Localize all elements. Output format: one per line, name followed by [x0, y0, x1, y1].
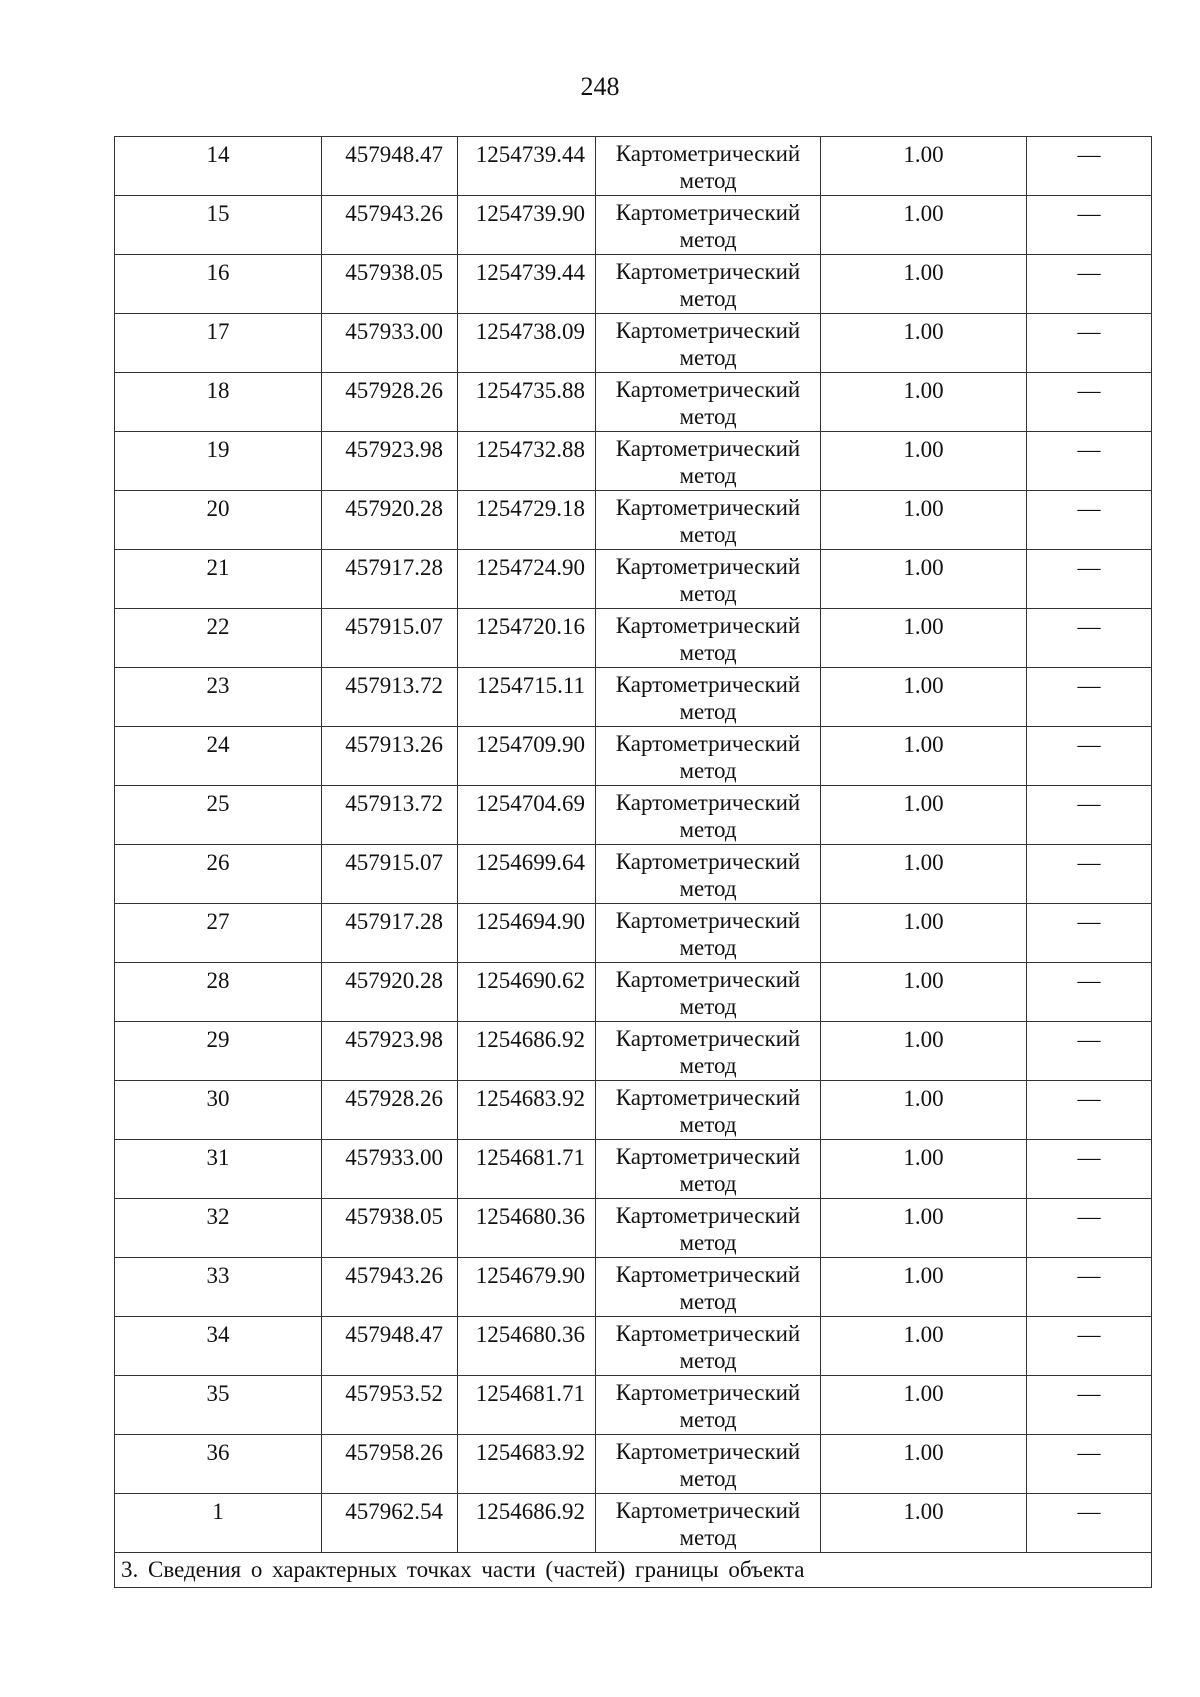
x-coordinate-cell: 457933.00 [322, 1140, 458, 1199]
table-row [115, 727, 1152, 786]
method-line-1: Картометрический [615, 259, 801, 284]
accuracy-cell: 1.00 [821, 609, 1027, 668]
point-number-cell: 14 [115, 137, 322, 196]
y-coordinate-cell: 1254686.92 [458, 1494, 596, 1553]
description-cell: — [1027, 609, 1152, 668]
section-heading: 3. Сведения о характерных точках части (частей) границы объекта [115, 1553, 1152, 1588]
method-line-1: Картометрический [615, 613, 801, 638]
method-line-2: метод [679, 699, 737, 724]
method-cell [596, 137, 821, 196]
table-row [115, 609, 1152, 668]
method-line-2: метод [679, 935, 737, 960]
method-cell [596, 963, 821, 1022]
method-cell [596, 786, 821, 845]
x-coordinate-cell: 457920.28 [322, 491, 458, 550]
method-cell [596, 1494, 821, 1553]
point-number-cell: 1 [115, 1494, 322, 1553]
accuracy-cell: 1.00 [821, 1258, 1027, 1317]
y-coordinate-cell: 1254683.92 [458, 1081, 596, 1140]
accuracy-cell: 1.00 [821, 668, 1027, 727]
accuracy-cell: 1.00 [821, 845, 1027, 904]
method-line-1: Картометрический [615, 849, 801, 874]
description-cell: — [1027, 432, 1152, 491]
point-number-cell: 32 [115, 1199, 322, 1258]
method-line-2: метод [679, 1289, 737, 1314]
point-number-cell: 35 [115, 1376, 322, 1435]
method-line-2: метод [679, 1407, 737, 1432]
method-line-2: метод [679, 463, 737, 488]
accuracy-cell: 1.00 [821, 1376, 1027, 1435]
method-line-2: метод [679, 994, 737, 1019]
method-cell [596, 1258, 821, 1317]
description-cell: — [1027, 491, 1152, 550]
x-coordinate-cell: 457920.28 [322, 963, 458, 1022]
method-line-2: метод [679, 1466, 737, 1491]
method-cell [596, 491, 821, 550]
x-coordinate-cell: 457923.98 [322, 432, 458, 491]
description-cell: — [1027, 1140, 1152, 1199]
point-number-cell: 16 [115, 255, 322, 314]
method-cell [596, 1140, 821, 1199]
method-line-2: метод [679, 1525, 737, 1550]
method-line-2: метод [679, 345, 737, 370]
x-coordinate-cell: 457917.28 [322, 904, 458, 963]
y-coordinate-cell: 1254709.90 [458, 727, 596, 786]
accuracy-cell: 1.00 [821, 432, 1027, 491]
accuracy-cell: 1.00 [821, 786, 1027, 845]
method-line-2: метод [679, 640, 737, 665]
x-coordinate-cell: 457928.26 [322, 1081, 458, 1140]
y-coordinate-cell: 1254739.90 [458, 196, 596, 255]
description-cell: — [1027, 1435, 1152, 1494]
table-row [115, 1494, 1152, 1553]
point-number-cell: 15 [115, 196, 322, 255]
y-coordinate-cell: 1254720.16 [458, 609, 596, 668]
table-row [115, 373, 1152, 432]
method-line-2: метод [679, 404, 737, 429]
table-row [115, 786, 1152, 845]
x-coordinate-cell: 457917.28 [322, 550, 458, 609]
accuracy-cell: 1.00 [821, 1140, 1027, 1199]
point-number-cell: 22 [115, 609, 322, 668]
description-cell: — [1027, 1317, 1152, 1376]
method-line-2: метод [679, 876, 737, 901]
description-cell: — [1027, 196, 1152, 255]
method-line-1: Картометрический [615, 1321, 801, 1346]
point-number-cell: 18 [115, 373, 322, 432]
method-line-1: Картометрический [615, 672, 801, 697]
x-coordinate-cell: 457948.47 [322, 137, 458, 196]
description-cell: — [1027, 137, 1152, 196]
y-coordinate-cell: 1254724.90 [458, 550, 596, 609]
y-coordinate-cell: 1254694.90 [458, 904, 596, 963]
method-line-1: Картометрический [615, 1085, 801, 1110]
accuracy-cell: 1.00 [821, 373, 1027, 432]
point-number-cell: 24 [115, 727, 322, 786]
y-coordinate-cell: 1254704.69 [458, 786, 596, 845]
point-number-cell: 21 [115, 550, 322, 609]
y-coordinate-cell: 1254739.44 [458, 137, 596, 196]
method-line-2: метод [679, 168, 737, 193]
point-number-cell: 29 [115, 1022, 322, 1081]
x-coordinate-cell: 457933.00 [322, 314, 458, 373]
method-cell [596, 373, 821, 432]
method-line-2: метод [679, 1230, 737, 1255]
table-row [115, 668, 1152, 727]
description-cell: — [1027, 1081, 1152, 1140]
table-row [115, 196, 1152, 255]
x-coordinate-cell: 457923.98 [322, 1022, 458, 1081]
coordinates-table [114, 136, 1152, 1588]
accuracy-cell: 1.00 [821, 1199, 1027, 1258]
method-line-2: метод [679, 817, 737, 842]
method-cell [596, 432, 821, 491]
accuracy-cell: 1.00 [821, 1435, 1027, 1494]
x-coordinate-cell: 457948.47 [322, 1317, 458, 1376]
method-line-2: метод [679, 286, 737, 311]
accuracy-cell: 1.00 [821, 963, 1027, 1022]
method-cell [596, 255, 821, 314]
accuracy-cell: 1.00 [821, 1022, 1027, 1081]
point-number-cell: 28 [115, 963, 322, 1022]
method-cell [596, 845, 821, 904]
x-coordinate-cell: 457953.52 [322, 1376, 458, 1435]
method-line-1: Картометрический [615, 1026, 801, 1051]
description-cell: — [1027, 1376, 1152, 1435]
table-row [115, 1258, 1152, 1317]
method-line-1: Картометрический [615, 377, 801, 402]
method-cell [596, 668, 821, 727]
table-row [115, 845, 1152, 904]
table-row [115, 904, 1152, 963]
method-line-1: Картометрический [615, 790, 801, 815]
description-cell: — [1027, 1022, 1152, 1081]
point-number-cell: 27 [115, 904, 322, 963]
table-row [115, 491, 1152, 550]
method-line-2: метод [679, 227, 737, 252]
table-row [115, 1376, 1152, 1435]
method-cell [596, 314, 821, 373]
method-cell [596, 609, 821, 668]
description-cell: — [1027, 904, 1152, 963]
table-row [115, 314, 1152, 373]
page-number: 248 [580, 72, 620, 101]
point-number-cell: 20 [115, 491, 322, 550]
accuracy-cell: 1.00 [821, 255, 1027, 314]
method-cell [596, 1435, 821, 1494]
y-coordinate-cell: 1254690.62 [458, 963, 596, 1022]
x-coordinate-cell: 457943.26 [322, 1258, 458, 1317]
method-cell [596, 1317, 821, 1376]
method-line-2: метод [679, 758, 737, 783]
description-cell: — [1027, 314, 1152, 373]
description-cell: — [1027, 255, 1152, 314]
method-line-1: Картометрический [615, 1262, 801, 1287]
method-line-1: Картометрический [615, 1498, 801, 1523]
x-coordinate-cell: 457915.07 [322, 609, 458, 668]
point-number-cell: 23 [115, 668, 322, 727]
x-coordinate-cell: 457938.05 [322, 255, 458, 314]
accuracy-cell: 1.00 [821, 550, 1027, 609]
y-coordinate-cell: 1254679.90 [458, 1258, 596, 1317]
table-row [115, 1317, 1152, 1376]
description-cell: — [1027, 1258, 1152, 1317]
description-cell: — [1027, 786, 1152, 845]
description-cell: — [1027, 373, 1152, 432]
point-number-cell: 26 [115, 845, 322, 904]
table-row [115, 1081, 1152, 1140]
method-cell [596, 196, 821, 255]
method-line-2: метод [679, 581, 737, 606]
accuracy-cell: 1.00 [821, 727, 1027, 786]
method-cell [596, 1199, 821, 1258]
description-cell: — [1027, 668, 1152, 727]
description-cell: — [1027, 845, 1152, 904]
point-number-cell: 19 [115, 432, 322, 491]
table-row [115, 1199, 1152, 1258]
x-coordinate-cell: 457938.05 [322, 1199, 458, 1258]
table-row [115, 255, 1152, 314]
x-coordinate-cell: 457913.26 [322, 727, 458, 786]
accuracy-cell: 1.00 [821, 904, 1027, 963]
y-coordinate-cell: 1254739.44 [458, 255, 596, 314]
method-line-1: Картометрический [615, 436, 801, 461]
y-coordinate-cell: 1254735.88 [458, 373, 596, 432]
x-coordinate-cell: 457958.26 [322, 1435, 458, 1494]
y-coordinate-cell: 1254699.64 [458, 845, 596, 904]
point-number-cell: 36 [115, 1435, 322, 1494]
method-line-1: Картометрический [615, 495, 801, 520]
accuracy-cell: 1.00 [821, 491, 1027, 550]
method-line-1: Картометрический [615, 1203, 801, 1228]
method-line-1: Картометрический [615, 908, 801, 933]
y-coordinate-cell: 1254729.18 [458, 491, 596, 550]
method-line-1: Картометрический [615, 554, 801, 579]
method-line-1: Картометрический [615, 141, 801, 166]
table-row [115, 1435, 1152, 1494]
y-coordinate-cell: 1254681.71 [458, 1140, 596, 1199]
method-line-2: метод [679, 522, 737, 547]
method-cell [596, 1081, 821, 1140]
y-coordinate-cell: 1254738.09 [458, 314, 596, 373]
y-coordinate-cell: 1254680.36 [458, 1317, 596, 1376]
method-cell [596, 1376, 821, 1435]
accuracy-cell: 1.00 [821, 314, 1027, 373]
method-cell [596, 1022, 821, 1081]
x-coordinate-cell: 457962.54 [322, 1494, 458, 1553]
method-line-1: Картометрический [615, 318, 801, 343]
description-cell: — [1027, 1199, 1152, 1258]
method-line-2: метод [679, 1112, 737, 1137]
method-cell [596, 550, 821, 609]
accuracy-cell: 1.00 [821, 1081, 1027, 1140]
description-cell: — [1027, 963, 1152, 1022]
method-line-1: Картометрический [615, 731, 801, 756]
point-number-cell: 34 [115, 1317, 322, 1376]
method-line-1: Картометрический [615, 1380, 801, 1405]
table-row [115, 1140, 1152, 1199]
y-coordinate-cell: 1254686.92 [458, 1022, 596, 1081]
accuracy-cell: 1.00 [821, 1494, 1027, 1553]
method-line-1: Картометрический [615, 967, 801, 992]
method-line-2: метод [679, 1171, 737, 1196]
method-line-2: метод [679, 1348, 737, 1373]
y-coordinate-cell: 1254681.71 [458, 1376, 596, 1435]
method-line-1: Картометрический [615, 1439, 801, 1464]
x-coordinate-cell: 457913.72 [322, 668, 458, 727]
y-coordinate-cell: 1254732.88 [458, 432, 596, 491]
method-cell [596, 727, 821, 786]
method-cell [596, 904, 821, 963]
y-coordinate-cell: 1254683.92 [458, 1435, 596, 1494]
x-coordinate-cell: 457915.07 [322, 845, 458, 904]
y-coordinate-cell: 1254680.36 [458, 1199, 596, 1258]
table-row [115, 137, 1152, 196]
description-cell: — [1027, 727, 1152, 786]
y-coordinate-cell: 1254715.11 [458, 668, 596, 727]
method-line-2: метод [679, 1053, 737, 1078]
table-row [115, 1022, 1152, 1081]
point-number-cell: 17 [115, 314, 322, 373]
accuracy-cell: 1.00 [821, 1317, 1027, 1376]
point-number-cell: 25 [115, 786, 322, 845]
table-row [115, 432, 1152, 491]
point-number-cell: 33 [115, 1258, 322, 1317]
accuracy-cell: 1.00 [821, 137, 1027, 196]
point-number-cell: 31 [115, 1140, 322, 1199]
x-coordinate-cell: 457943.26 [322, 196, 458, 255]
section-heading-row [115, 1553, 1152, 1588]
description-cell: — [1027, 550, 1152, 609]
method-line-1: Картометрический [615, 1144, 801, 1169]
x-coordinate-cell: 457928.26 [322, 373, 458, 432]
table-row [115, 550, 1152, 609]
point-number-cell: 30 [115, 1081, 322, 1140]
table-body [115, 137, 1152, 1553]
method-line-1: Картометрический [615, 200, 801, 225]
table-row [115, 963, 1152, 1022]
accuracy-cell: 1.00 [821, 196, 1027, 255]
description-cell: — [1027, 1494, 1152, 1553]
x-coordinate-cell: 457913.72 [322, 786, 458, 845]
